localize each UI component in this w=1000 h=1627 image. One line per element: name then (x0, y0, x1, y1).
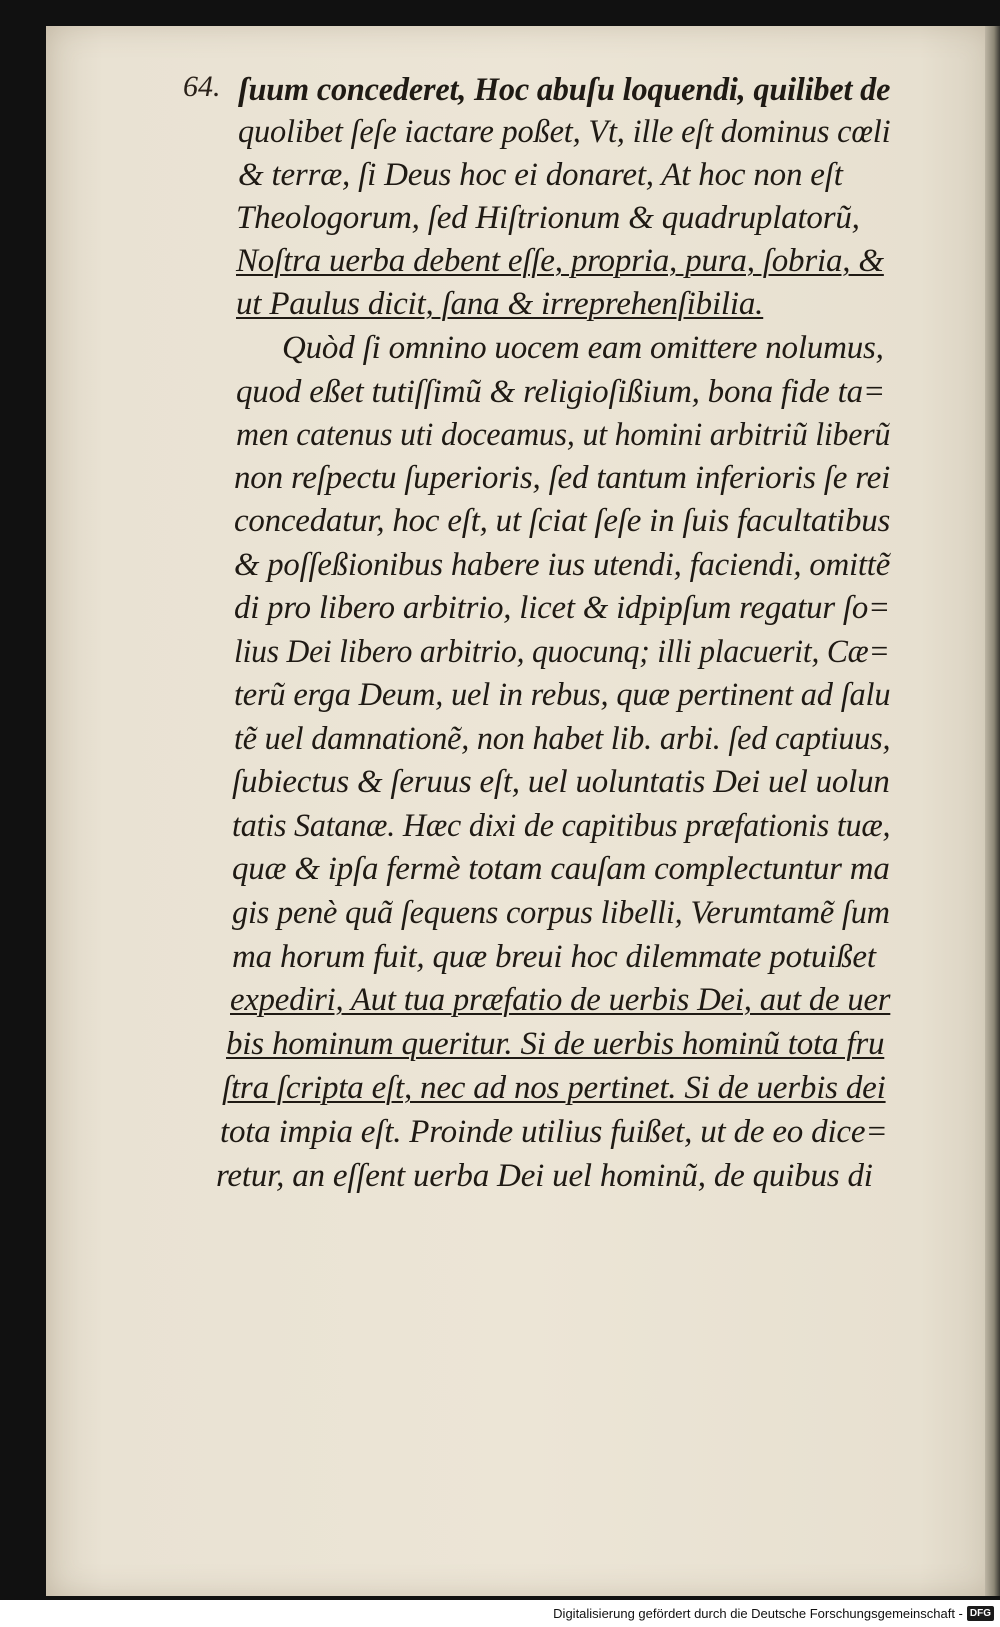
text-line-17: ſubiectus & ſeruus eſt, uel uoluntatis Dei uel uolun (232, 764, 890, 800)
text-line-23-underlined: bis hominum queritur. Si de uerbis hominũ tota fru (226, 1026, 885, 1062)
text-line-24-underlined: ſtra ſcripta eſt, nec ad nos pertinet. Si de uerbis dei (222, 1070, 886, 1106)
text-line-19: quæ & ipſa fermè totam cauſam complectuntur ma (232, 851, 890, 887)
text-line-1: ſuum concederet, Hoc abuſu loquendi, quilibet de (238, 72, 891, 108)
page-number: 64. (183, 70, 221, 103)
text-line-13: di pro libero arbitrio, licet & idpipſum regatur ſo= (234, 590, 890, 626)
text-line-11: concedatur, hoc eſt, ut ſciat ſeſe in ſuis facultatibus (234, 503, 891, 539)
text-line-2: quolibet ſeſe iactare poßet, Vt, ille eſt dominus cœli (238, 114, 891, 150)
text-line-20: gis penè quã ſequens corpus libelli, Verumtamẽ ſum (232, 895, 890, 931)
text-line-7-paragraph-start: Quòd ſi omnino uocem eam omittere nolumus, (282, 330, 884, 366)
text-line-9: men catenus uti doceamus, ut homini arbitriũ liberũ (236, 417, 891, 453)
digitization-footer (0, 1600, 1000, 1627)
text-line-18: tatis Satanæ. Hæc dixi de capitibus præfationis tuæ, (232, 808, 891, 844)
text-line-15: terũ erga Deum, uel in rebus, quæ pertinent ad ſalu (234, 677, 891, 713)
text-line-4: Theologorum, ſed Hiſtrionum & quadruplatorũ, (236, 200, 860, 236)
text-line-16: tẽ uel damnationẽ, non habet lib. arbi. ſed captiuus, (234, 721, 891, 757)
text-line-25: tota impia eſt. Proinde utilius fuißet, ut de eo dice= (220, 1114, 888, 1150)
text-line-10: non reſpectu ſuperioris, ſed tantum inferioris ſe rei (234, 460, 891, 496)
text-line-22-underlined: expediri, Aut tua præfatio de uerbis Dei, aut de uer (230, 982, 891, 1018)
text-line-8: quod eßet tutiſſimũ & religioſißium, bona fide ta= (236, 374, 886, 410)
dfg-logo: DFG (967, 1606, 994, 1621)
text-line-12: & poſſeßionibus habere ius utendi, faciendi, omittẽ (234, 547, 891, 583)
text-line-26: retur, an eſſent uerba Dei uel hominũ, de quibus di (216, 1158, 873, 1194)
text-line-14: lius Dei libero arbitrio, quocunq; illi placuerit, Cæ= (234, 634, 890, 670)
text-line-3: & terræ, ſi Deus hoc ei donaret, At hoc non eſt (238, 157, 843, 193)
text-line-6-underlined: ut Paulus dicit, ſana & irreprehenſibilia. (236, 286, 764, 322)
text-line-5-underlined: Noſtra uerba debent eſſe, propria, pura, ſobria, & (236, 243, 884, 279)
text-line-21: ma horum fuit, quæ breui hoc dilemmate potuißet (232, 939, 876, 975)
footer-credit-text: Digitalisierung gefördert durch die Deutsche Forschungsgemeinschaft - (553, 1606, 963, 1621)
